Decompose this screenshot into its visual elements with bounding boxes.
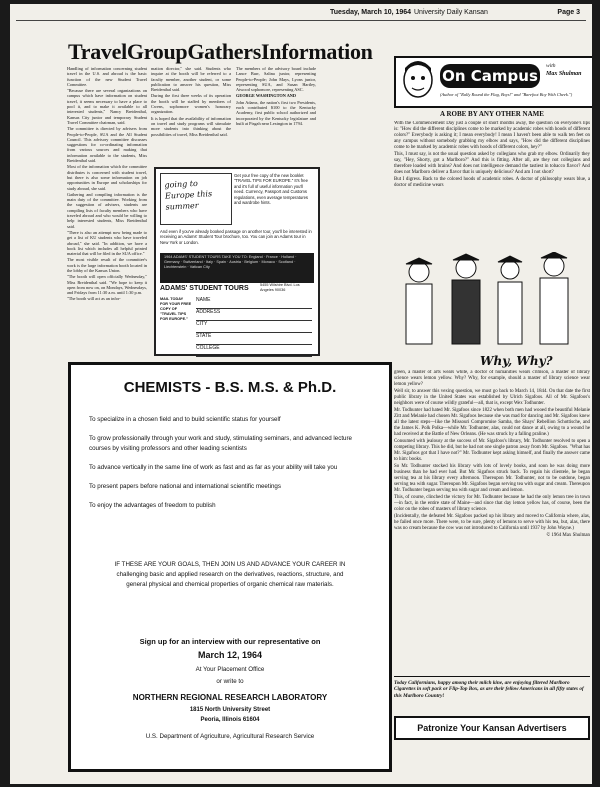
article-paragraph: The most visible result of the committee's work is the large information booth located in the lobby of the Kansas Union. (67, 257, 147, 273)
chem-goal: To specialize in a chosen field and to build scientific status for yourself (89, 416, 281, 423)
chem-goal: To advance vertically in the same line of work as fast and as far as your ability will take you (89, 464, 338, 471)
form-state-line[interactable] (196, 333, 312, 345)
ad-script-title: going to Europe this summer (164, 178, 213, 212)
article-column-1 (67, 66, 147, 366)
on-campus-title: On Campus (440, 64, 540, 88)
article-paragraph: "There is also an attempt now being made to get a list of KU students who have traveled abroad," she said. "In addition, we have a book list which includes all helpful printed material that will be filed in the SUA office." (67, 229, 147, 257)
ad-tours-banner: 1964 ADAMS' STUDENT TOURS TAKE YOU TO: England · France · Holland · Germany · Switzerland · Italy · Spain · Austria · Belgium · Monaco · Scotland · Liechtenstein · Vatican City (160, 253, 314, 283)
article-paragraph: "The booth will open officially Wednesday," Miss Breidenthal said. "We hope to keep it open from now on, on Mondays, Wednesdays, and Fridays from 11:30 a.m. until 1:30 p.m. (67, 274, 147, 296)
column-closing: Today Californians, happy among their milch kine, are enjoying filtered Marlboro Cigarettes in soft pack or Flip-Top Box, as are their fellow Americans in all fifty states of this Marlboro Country! (394, 676, 590, 699)
article-paragraph: John Adams, the nation's first two Presidents, each contributed $100 to the Kentucky Academy, first public school authorized and incorporated by the Kentucky legislature and built at Pisgah near Lexington in 1794. (236, 99, 316, 126)
column-paragraph: But I digress. Back to the colored hoods of academic robes. A doctor of philosophy wears blue, a doctor of medicine wears (394, 177, 590, 188)
cartoon-caption: Why, Why? (480, 354, 553, 368)
form-city-label: CITY (196, 321, 208, 327)
form-city-line[interactable] (196, 321, 312, 333)
ad-company: ADAMS' STUDENT TOURS (160, 285, 249, 292)
chem-dept: U.S. Department of Agriculture, Agricultural Research Service (145, 733, 315, 740)
form-state-label: STATE (196, 333, 212, 339)
chem-city: Peoria, Illinois 61604 (200, 717, 260, 723)
header-page: Page 3 (557, 9, 580, 16)
article-paragraph: Handling of information concerning student travel in the U.S. and abroad is the basic function of the new Student Travel Committee. (67, 66, 147, 87)
chem-lab: NORTHERN REGIONAL RESEARCH LABORATORY (132, 693, 328, 702)
column-paragraph: So Mr. Todhunter stocked his library with lots of lovely books, and soon he was doing more business than he had ever had. But Mr. Sigafoos struck back. To regain his clientele, he began serving tea at his library every afternoon. Thereupon Mr. Todhunter, not to be outdone, began serving tea with sugar. Thereupon Mr. Sigafoos began serving tea with sugar and cream. Thereupon Mr. Todhunter began serving tea with sugar and cream and lemon. (394, 464, 590, 493)
form-name-line[interactable] (196, 297, 312, 309)
chem-signup: Sign up for an interview with our representative on (139, 637, 321, 646)
chem-date: March 12, 1964 (197, 650, 263, 660)
column-paragraph: Consumed with jealousy at the success of Mr. Sigafoos's library, Mr. Todhunter resolved to open a competing library. This he did, but he had not one single patron away from Mr. Sigafoos. "What has Mr. Sigafoos got that I have not?" Mr. Todhunter kept asking himself, and finally the answer came to him: books. (394, 439, 590, 462)
header-paper: University Daily Kansan (414, 9, 488, 16)
chem-goal: To enjoy the advantages of freedom to publish (89, 502, 216, 509)
headline: TravelGroupGathersInformation (68, 39, 373, 64)
column-paragraph: Mr. Todhunter had hated Mr. Sigafoos since 1822 when both men had wooed the beautiful Melanie Zitt and Melanie had chosen Mr. Sigafoos because she was mad for dancing and Mr. Sigafoos knew all the latest steps—like the Missouri Compromise Samba, the Shays' Rebellion Schottische, and the James K. Polk Polka—while Mr. Todhunter, alas, could not dance at all, owing to a wound he had received at the Battle of New Orleans. (He was struck by a falling praline.) (394, 408, 590, 437)
chemists-ad (68, 362, 392, 772)
chem-title: CHEMISTS - B.S. M.S. & Ph.D. (123, 379, 337, 396)
chem-at: At Your Placement Office (195, 666, 265, 673)
form-name-label: NAME (196, 297, 211, 303)
column-body (394, 370, 590, 672)
newspaper-page (10, 4, 592, 784)
column-copyright: © 1964 Max Shulman (546, 533, 590, 538)
column-paragraph: green, a master of arts wears white, a doctor of humanities wears crimson, a master of library science wears lemon yellow. Why? Why, for example, should a master of library science wear lemon yellow? (394, 370, 590, 387)
article-paragraph: mation director," she said. Students who inquire at the booth will be referred to a faculty member, another student, or some publication to answer his question, Miss Breidenthal said. (151, 66, 231, 93)
ad-mail: MAIL TODAY FOR YOUR FREE COPY OF "TRAVEL TIPS FOR EUROPE." (160, 297, 192, 321)
article-paragraph: Most of the information which the committee distributes is concerned with student travel, but there is also some information on job opportunities in Europe and scholarships for study abroad, she said. (67, 164, 147, 191)
column-headline: A ROBE BY ANY OTHER NAME (440, 110, 544, 118)
chem-goal: To grow professionally through your work and study, stimulating seminars, and advanced lecture courses by visiting professors and other leading scientists (89, 435, 352, 452)
chem-street: 1815 North University Street (189, 707, 271, 713)
chem-goal: To present papers before national and international scientific meetings (89, 483, 281, 490)
adams-tours-ad (154, 167, 320, 356)
column-paragraph: (Incidentally, the defeated Mr. Sigafoos packed up his library and moved to California where, alas, he failed once more. There were, to be sure, plenty of lemons to serve with his tea, but, alas, there was no cream because the cow was not introduced to California until 1937 by John Wayne.) (394, 514, 590, 531)
filler-head: GEORGE WASHINGTON AND (236, 93, 297, 99)
form-college-line[interactable] (196, 345, 312, 357)
article-paragraph: The committee is directed by advisers from People-to-People, SUA and the All Student Council. This advisory committee discusses suggestions for co-ordinating information from various sources and making that information available to the students, Miss Breidenthal said. (67, 126, 147, 164)
ad-form[interactable] (196, 297, 312, 357)
page-header (16, 6, 586, 21)
ad-offer: Get your free copy of the new booklet "TRAVEL TIPS FOR EUROPE." It's free and it's full of useful information you'll need. Currency, Passport and Customs regulations, even average temperatures and wardrobe hints. (234, 173, 309, 206)
article-paragraph: "The booth will act as an infor- (67, 296, 121, 302)
article-paragraph: Gathering and compiling information is the main duty of the committee. Working from the suggestion of advisers, students are compiling lists of faculty members who have traveled abroad and who would be willing to help interested students, Miss Breidenthal said. (67, 191, 147, 229)
article-paragraph: It is hoped that the availability of information on travel and study programs will stimulate more students into thinking about the possibilities of travel, Miss Breidenthal said. (151, 115, 231, 137)
form-address-line[interactable] (196, 309, 312, 321)
article-paragraph: The members of the advisory board include Lance Burr, Salina junior, representing People-to-People; John Mays, Lyons junior, representing SUA, and Susan Hartley, Atwood sophomore, representing ASC. (236, 66, 316, 93)
column-paragraph: Well sir, to answer this vexing question, we must go back to March 14, 1844. On that date the first public library in the United States was established by Ulrich Sigafoos. All of Mr. Sigafoos's neighbors were of course wildly grateful—all, that is, except Wex Todhunter. (394, 389, 590, 406)
form-college-label: COLLEGE (196, 345, 220, 351)
patronize-banner: Patronize Your Kansan Advertisers (394, 716, 590, 740)
article-column-2 (151, 66, 231, 166)
article-paragraph: "Because there are several organizations on campus which have information on student travel, it seems necessary to have a place to pool it, and to make it available to all interested students," Nancy Breidenthal, Kansas City junior and temporary Student Travel Committee chairman, said. (67, 88, 147, 125)
author-credits: (Author of "Rally Round the Flag, Boys!" and "Barefoot Boy With Cheek.") (440, 92, 573, 97)
article-column-3 (236, 66, 316, 166)
ad-body: And even if you've already booked passage on another tour, you'll be interested in receiving an Adams' Student Tour brochure, too. You can join an Adams tour in New York or London. (160, 229, 312, 245)
script-frame (160, 173, 232, 225)
author-name: Max Shulman (546, 71, 582, 77)
chem-pitch: IF THESE ARE YOUR GOALS, THEN JOIN US AND ADVANCE YOUR CAREER IN challenging basic and applied research on the derivatives, reactions, structure, and general physical and chemical properties of organic chemical raw materials. (114, 561, 346, 588)
column-intro (394, 121, 590, 251)
column-paragraph: This, of course, clinched the victory for Mr. Todhunter because he had the only lemon tree in town—in fact, in the entire state of Maine—and since that day lemon yellow has, of course, been the color on the robes of masters of library science. (394, 495, 590, 512)
column-paragraph: This, I must say, is not the usual question asked by collegians who grab my elbow. Ordinarily they say, "Hey, Shorty, got a Marlboro?" And this is fitting. After all, are they not collegians and therefore loaded with brains? And does not intelligence demand the tastiest in tobacco flavor? And does not Marlboro deliver a flavor that is uniquely delicious? And am I not short? (394, 152, 590, 175)
article-paragraph: During the first three weeks of its operation the booth will be staffed by members of Cwens, sophomore women's honorary organization. (151, 93, 231, 115)
column-paragraph: With the Commencement Day just a couple of short months away, the question on everyone's lips is: "How did the different disciplines come to be marked by academic robes with hoods of different colors?" Everybody is asking it; I mean everybody! I mean I haven't been able to walk ten feet on any campus without somebody grabbing my elbow and says, "How did the different disciplines come to be marked by academic robes with hoods of different colors, hey?" (394, 121, 590, 150)
header-date: Tuesday, March 10, 1964 (330, 9, 412, 16)
form-address-label: ADDRESS (196, 309, 221, 315)
chem-goals (89, 415, 361, 511)
chem-or: or write to (216, 678, 244, 685)
on-campus-banner (394, 56, 592, 108)
shulman-portrait-icon (400, 60, 436, 102)
with-label: with (546, 63, 556, 69)
ad-address: 5455 Wilshire Blvd. Los Angeles 90036 (260, 283, 300, 292)
academic-robes-cartoon (394, 252, 590, 352)
